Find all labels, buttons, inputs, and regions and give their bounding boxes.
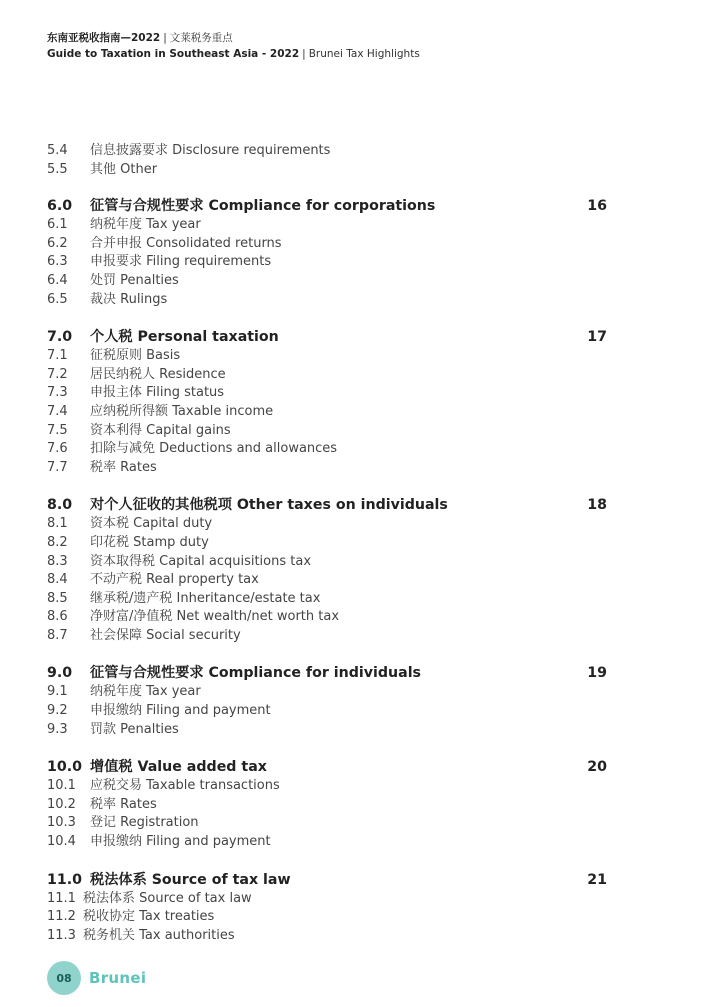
toc-item-number: 11.1 <box>47 890 76 906</box>
toc-section-9[interactable] <box>47 663 607 683</box>
toc-section-number: 9.0 <box>47 665 73 682</box>
toc-item-label: 税务机关 Tax authorities <box>83 927 235 943</box>
toc-item[interactable] <box>47 571 607 590</box>
toc-item[interactable] <box>47 459 607 478</box>
toc-item-number: 7.2 <box>47 366 68 382</box>
toc-item-number: 10.3 <box>47 815 76 831</box>
toc-item-label: 罚款 Penalties <box>90 721 179 737</box>
toc-item-label: 资本利得 Capital gains <box>90 422 231 438</box>
toc-item-label: 税收协定 Tax treaties <box>83 909 215 925</box>
toc-item[interactable] <box>47 777 607 796</box>
toc-item-number: 8.7 <box>47 627 68 643</box>
toc-item[interactable] <box>47 366 607 385</box>
toc-item[interactable] <box>47 347 607 366</box>
toc-item[interactable] <box>47 833 607 852</box>
toc-item-number: 10.1 <box>47 778 76 794</box>
toc-item-number: 9.2 <box>47 703 68 719</box>
toc-item[interactable] <box>47 253 607 272</box>
toc-item[interactable] <box>47 796 607 815</box>
header-subtitle-en: Brunei Tax Highlights <box>308 48 420 60</box>
toc-item-number: 11.3 <box>47 927 76 943</box>
toc-item[interactable] <box>47 161 607 180</box>
toc-item-number: 6.5 <box>47 291 68 307</box>
toc-item[interactable] <box>47 272 607 291</box>
toc-item-number: 8.6 <box>47 609 68 625</box>
page-header <box>47 30 420 62</box>
header-separator: | <box>163 32 167 44</box>
toc-item[interactable] <box>47 927 607 946</box>
toc-section-title: 个人税 Personal taxation <box>90 329 279 346</box>
table-of-contents <box>47 142 607 945</box>
toc-item[interactable] <box>47 721 607 740</box>
toc-item[interactable] <box>47 403 607 422</box>
footer-country-label: Brunei <box>89 969 147 987</box>
toc-item-label: 信息披露要求 Disclosure requirements <box>90 143 331 158</box>
page-number-badge: 08 <box>47 961 81 995</box>
toc-section-title: 征管与合规性要求 Compliance for corporations <box>90 198 436 215</box>
toc-section-title: 对个人征收的其他税项 Other taxes on individuals <box>90 497 448 514</box>
toc-item[interactable] <box>47 235 607 254</box>
toc-item[interactable] <box>47 440 607 459</box>
toc-section-title: 税法体系 Source of tax law <box>90 871 291 888</box>
toc-item-number: 7.7 <box>47 459 68 475</box>
toc-item-label: 扣除与减免 Deductions and allowances <box>90 441 338 457</box>
toc-section-7[interactable] <box>47 327 607 347</box>
toc-item-label: 税法体系 Source of tax law <box>83 890 252 906</box>
toc-section-page: 18 <box>587 497 607 514</box>
toc-item-label: 税率 Rates <box>90 796 157 812</box>
toc-item-number: 7.5 <box>47 422 68 438</box>
toc-section-page: 19 <box>587 665 607 682</box>
toc-item-label: 社会保障 Social security <box>90 627 241 643</box>
toc-item-label: 税率 Rates <box>90 459 157 475</box>
toc-item[interactable] <box>47 890 607 909</box>
toc-item[interactable] <box>47 627 607 646</box>
toc-item[interactable] <box>47 608 607 627</box>
toc-item-label: 申报主体 Filing status <box>90 385 225 401</box>
toc-item-label: 纳税年度 Tax year <box>90 217 201 233</box>
toc-item-label: 纳税年度 Tax year <box>90 684 201 700</box>
toc-item-number: 8.1 <box>47 516 68 532</box>
toc-section-number: 10.0 <box>47 759 83 776</box>
toc-item-label: 申报缴纳 Filing and payment <box>90 703 271 719</box>
toc-item-label: 应纳税所得额 Taxable income <box>90 403 274 419</box>
toc-item-number: 6.4 <box>47 272 68 288</box>
toc-item-number: 8.5 <box>47 590 68 606</box>
toc-item-label: 申报要求 Filing requirements <box>90 254 272 270</box>
toc-item-label: 征税原则 Basis <box>90 348 181 364</box>
toc-item-number: 5.4 <box>47 143 68 158</box>
toc-item-label: 裁决 Rulings <box>90 291 168 307</box>
toc-item-label: 资本税 Capital duty <box>90 516 213 532</box>
toc-item[interactable] <box>47 515 607 534</box>
toc-item[interactable] <box>47 216 607 235</box>
toc-section-number: 8.0 <box>47 497 73 514</box>
page-footer <box>47 961 146 995</box>
header-subtitle-zh: 文莱税务重点 <box>169 32 233 44</box>
toc-item-number: 6.1 <box>47 217 68 233</box>
toc-item-label: 继承税/遗产税 Inheritance/estate tax <box>90 590 321 606</box>
header-title-en: Guide to Taxation in Southeast Asia - 2022 <box>47 48 300 60</box>
toc-item-number: 8.3 <box>47 553 68 569</box>
toc-section-title: 征管与合规性要求 Compliance for individuals <box>90 665 421 682</box>
toc-section-number: 7.0 <box>47 329 73 346</box>
toc-item-label: 资本取得税 Capital acquisitions tax <box>90 553 312 569</box>
toc-item-label: 其他 Other <box>90 161 158 177</box>
toc-item[interactable] <box>47 908 607 927</box>
toc-item-label: 申报缴纳 Filing and payment <box>90 834 271 850</box>
toc-item-number: 9.3 <box>47 721 68 737</box>
toc-section-title: 增值税 Value added tax <box>90 759 267 776</box>
toc-item-number: 10.4 <box>47 834 76 850</box>
toc-item-number: 6.3 <box>47 254 68 270</box>
toc-section-page: 16 <box>587 198 607 215</box>
toc-item-number: 7.4 <box>47 403 68 419</box>
toc-item[interactable] <box>47 534 607 553</box>
toc-item[interactable] <box>47 814 607 833</box>
toc-item-number: 6.2 <box>47 235 68 251</box>
toc-section-page: 20 <box>587 759 607 776</box>
toc-section-11[interactable] <box>47 870 607 890</box>
toc-item-number: 8.2 <box>47 534 68 550</box>
toc-item-label: 净财富/净值税 Net wealth/net worth tax <box>90 609 340 625</box>
toc-item[interactable] <box>47 384 607 403</box>
toc-item-number: 7.6 <box>47 441 68 457</box>
toc-section-page: 21 <box>587 871 607 888</box>
toc-item[interactable] <box>47 142 607 161</box>
toc-item[interactable] <box>47 590 607 609</box>
toc-item[interactable] <box>47 702 607 721</box>
header-title-zh: 东南亚税收指南—2022 <box>47 32 161 44</box>
header-line-chinese <box>47 30 420 46</box>
toc-item[interactable] <box>47 683 607 702</box>
toc-section-8[interactable] <box>47 495 607 515</box>
toc-item-number: 5.5 <box>47 161 68 177</box>
header-line-english <box>47 46 420 62</box>
toc-item-label: 印花税 Stamp duty <box>90 534 209 550</box>
toc-item-label: 不动产税 Real property tax <box>90 572 259 588</box>
toc-item[interactable] <box>47 422 607 441</box>
header-separator: | <box>302 48 306 60</box>
toc-section-6[interactable] <box>47 196 607 216</box>
toc-item-number: 11.2 <box>47 909 76 925</box>
toc-item-label: 合并申报 Consolidated returns <box>90 235 282 251</box>
toc-item-number: 9.1 <box>47 684 68 700</box>
toc-item-label: 应税交易 Taxable transactions <box>90 778 280 794</box>
toc-section-number: 11.0 <box>47 871 83 888</box>
toc-item-number: 7.3 <box>47 385 68 401</box>
toc-item-number: 7.1 <box>47 348 68 364</box>
toc-item[interactable] <box>47 291 607 310</box>
toc-item-number: 10.2 <box>47 796 76 812</box>
toc-section-10[interactable] <box>47 757 607 777</box>
toc-item-number: 8.4 <box>47 572 68 588</box>
toc-section-number: 6.0 <box>47 198 73 215</box>
toc-item-label: 登记 Registration <box>90 815 199 831</box>
toc-item-label: 居民纳税人 Residence <box>90 366 226 382</box>
toc-section-page: 17 <box>587 329 607 346</box>
toc-item[interactable] <box>47 553 607 572</box>
toc-item-label: 处罚 Penalties <box>90 272 179 288</box>
